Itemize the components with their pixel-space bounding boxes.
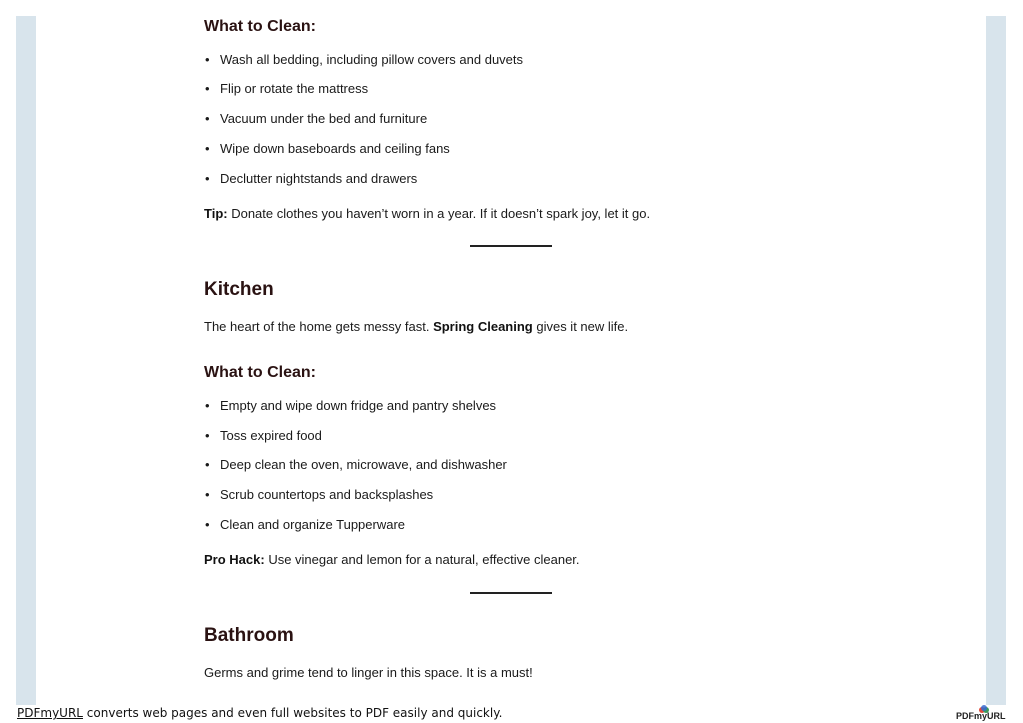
tip-label: Tip: [204, 206, 228, 221]
pro-hack-text: Use vinegar and lemon for a natural, effective cleaner. [264, 552, 580, 567]
pdfmyurl-logo[interactable] [956, 705, 1006, 723]
spring-cleaning-bold: Spring Cleaning [433, 319, 533, 334]
intro-text-end: gives it new life. [532, 319, 629, 334]
list-item: • Clean and organize Tupperware [204, 517, 405, 532]
right-margin-bar [986, 16, 1006, 705]
kitchen-intro [204, 319, 628, 334]
bathroom-heading: Bathroom [204, 625, 294, 646]
kitchen-what-to-clean-heading: What to Clean: [204, 364, 316, 381]
page-top-edge [16, 0, 1006, 17]
bedroom-what-to-clean-heading: What to Clean: [204, 18, 316, 35]
list-item: • Toss expired food [204, 428, 322, 443]
kitchen-pro-hack [204, 552, 580, 567]
bedroom-tip [204, 206, 650, 221]
pdf-footer [16, 705, 1006, 723]
intro-text: The heart of the home gets messy fast. [204, 319, 434, 334]
list-item: • Deep clean the oven, microwave, and dishwasher [204, 457, 507, 472]
list-item: • Empty and wipe down fridge and pantry shelves [204, 398, 496, 413]
list-item: • Vacuum under the bed and furniture [204, 111, 427, 126]
section-divider [470, 245, 552, 247]
list-item: • Wipe down baseboards and ceiling fans [204, 141, 450, 156]
list-item: • Flip or rotate the mattress [204, 81, 368, 96]
pro-hack-label: Pro Hack: [204, 552, 265, 567]
bathroom-intro: Germs and grime tend to linger in this space. It is a must! [204, 665, 533, 680]
logo-text: PDFmyURL [956, 711, 1006, 721]
footer-text [17, 706, 502, 720]
document-page [36, 16, 986, 705]
left-margin-bar [16, 16, 36, 705]
pdfmyurl-link[interactable]: PDFmyURL [17, 706, 83, 720]
list-item: • Declutter nightstands and drawers [204, 171, 417, 186]
list-item: • Wash all bedding, including pillow covers and duvets [204, 52, 523, 67]
section-divider [470, 592, 552, 594]
footer-description: converts web pages and even full websites to PDF easily and quickly. [82, 706, 503, 720]
list-item: • Scrub countertops and backsplashes [204, 487, 433, 502]
kitchen-heading: Kitchen [204, 279, 274, 300]
tip-text: Donate clothes you haven’t worn in a year. If it doesn’t spark joy, let it go. [227, 206, 651, 221]
